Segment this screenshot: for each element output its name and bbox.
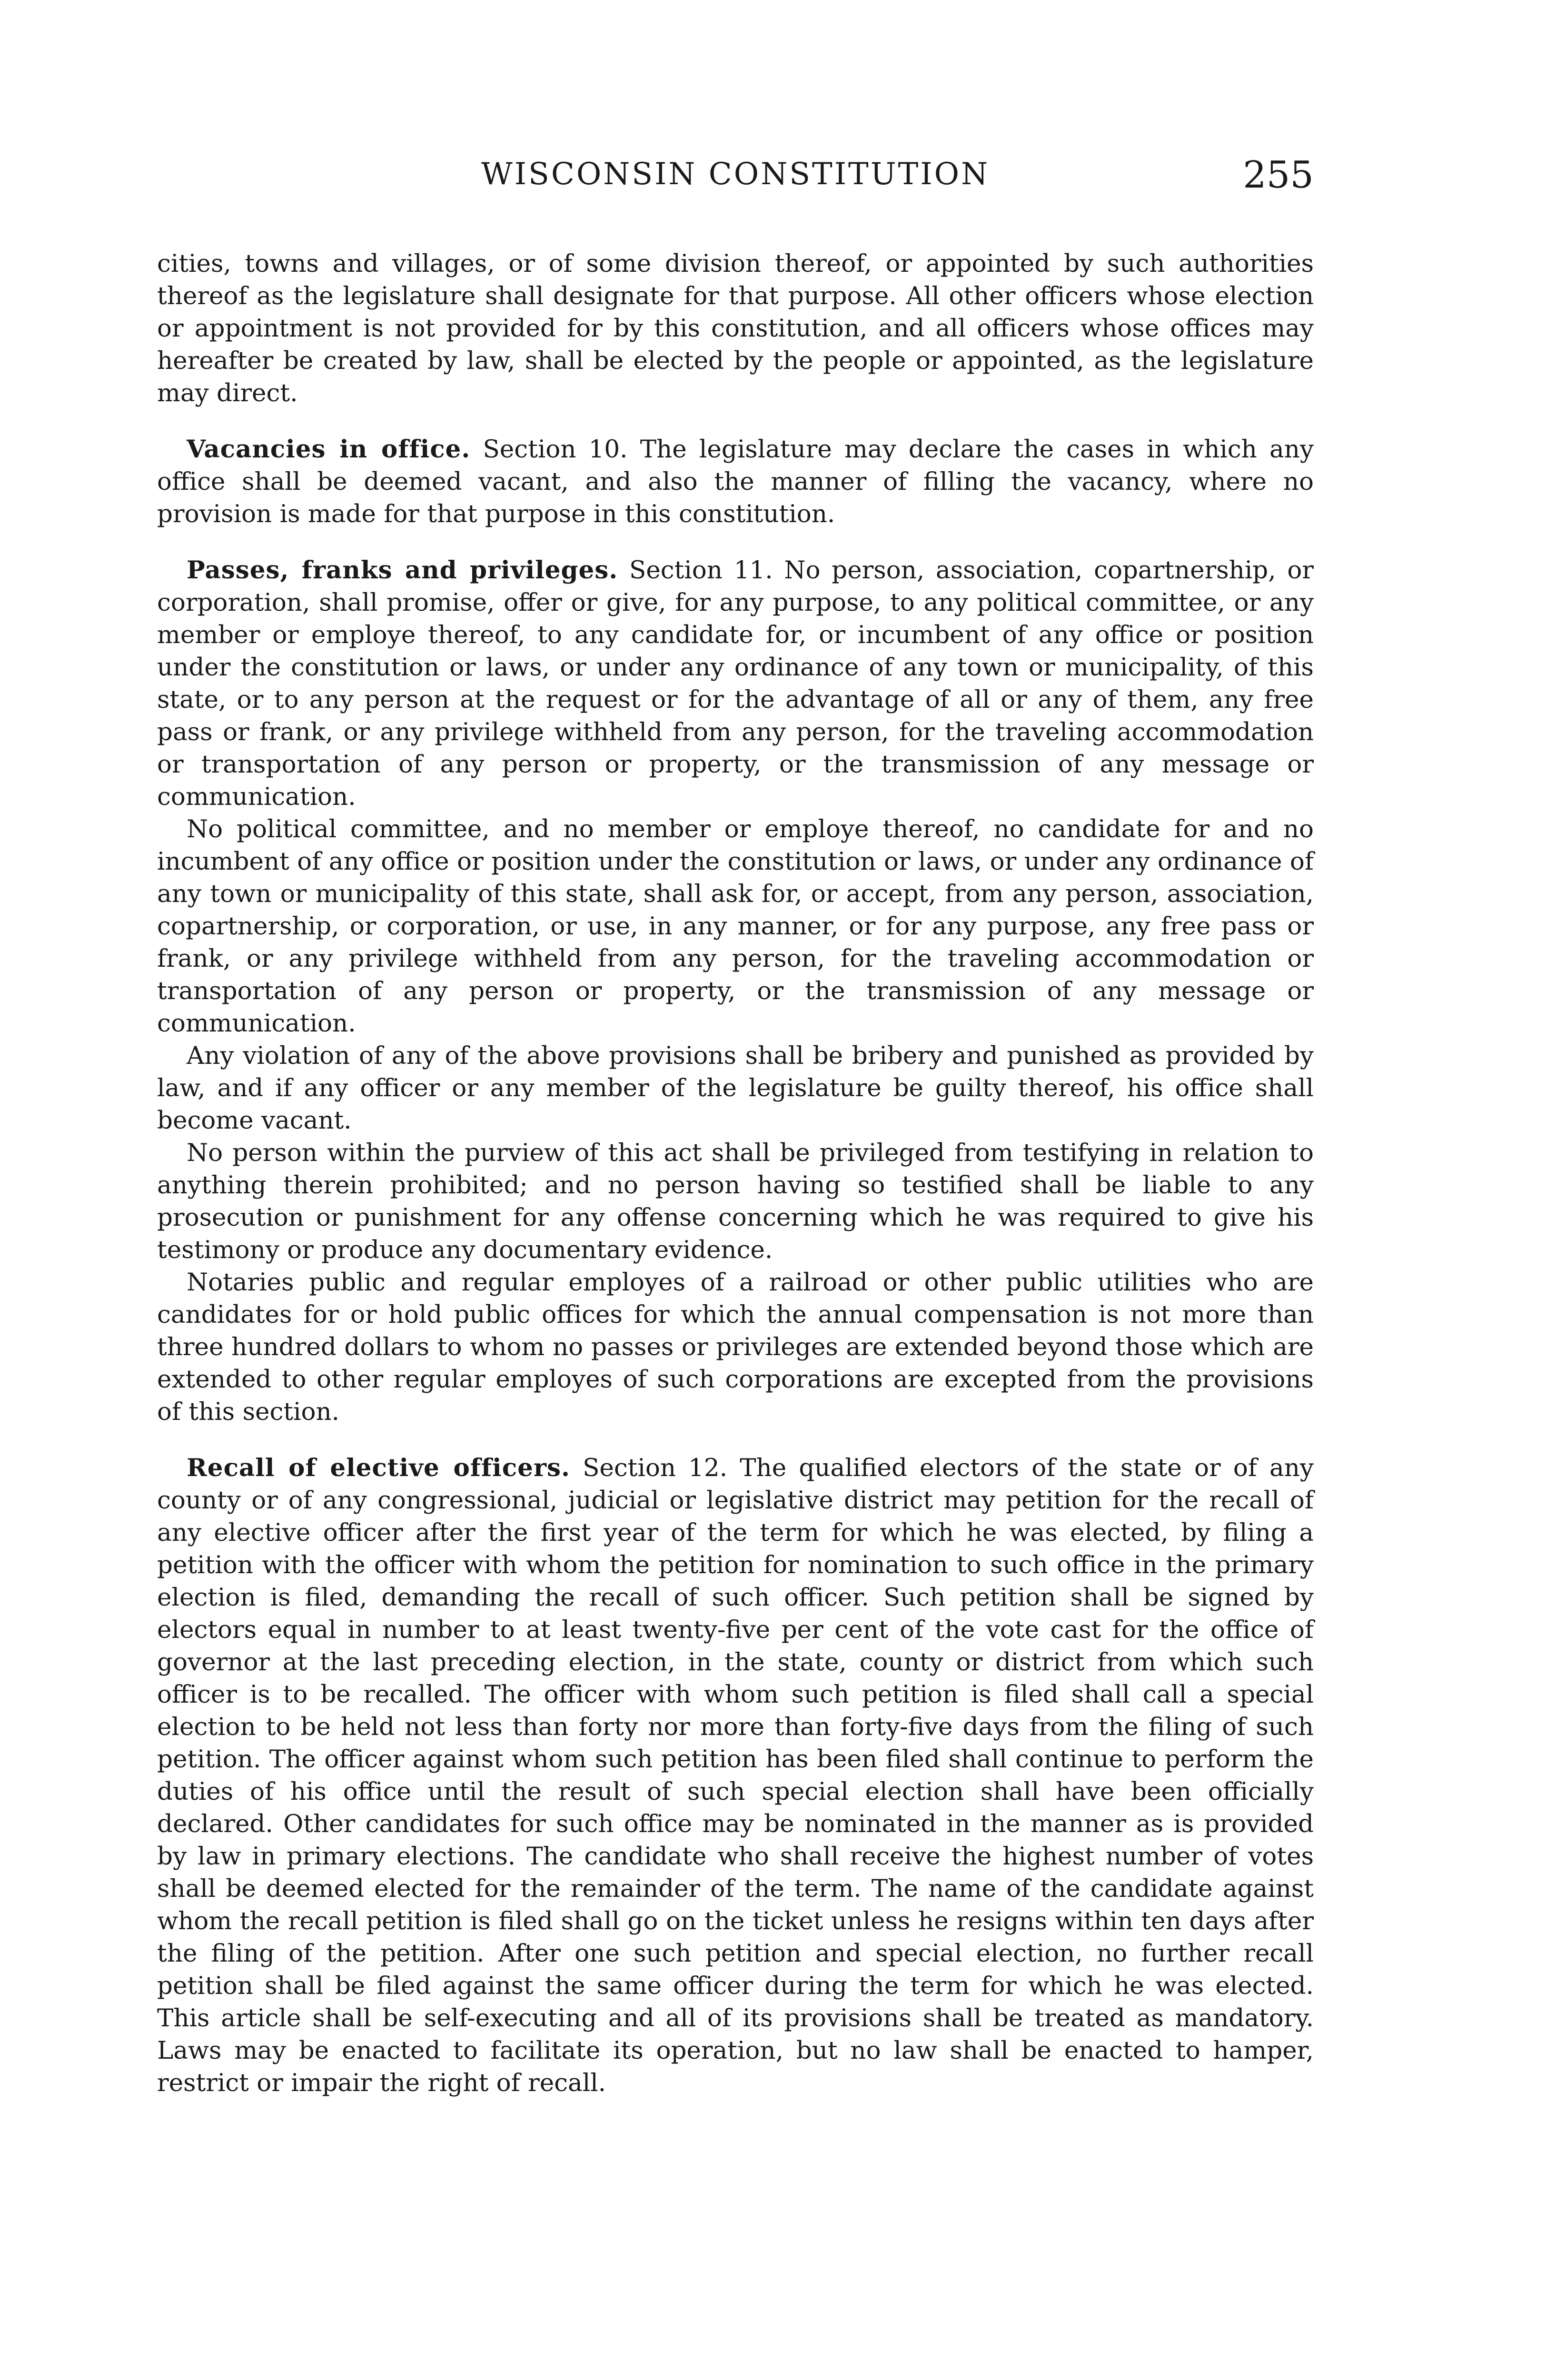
section-heading: Passes, franks and privileges.: [187, 556, 618, 585]
section-heading: Vacancies in office.: [187, 435, 471, 464]
section-10-paragraph: [157, 433, 1314, 530]
page-header: [157, 152, 1314, 205]
section-heading: Recall of elective officers.: [187, 1454, 570, 1482]
section-11-paragraph-2: [157, 813, 1314, 1040]
paragraph-continuation: [157, 248, 1314, 409]
section-11-paragraph-4: [157, 1137, 1314, 1266]
paragraph-text: Section 12. The qualified electors of the state or of any county or of any congressional, judicial or legislative district may petition for the recall of any elective officer after the first year of the term for which he was elected, by filing a petition with the officer with whom the petition for nomination to such office in the primary election is filed, demanding the recall of such officer. Such petition shall be signed by electors equal in number to at least twenty-five per cent of the vote cast for the office of governor at the last preceding election, in the state, county or district from which such officer is to be recalled. The officer with whom such petition is filed shall call a special election to be held not less than forty nor more than forty-five days from the filing of such petition. The officer against whom such petition has been filed shall continue to perform the duties of his office until the result of such special election shall have been officially declared. Other candidates for such office may be nominated in the manner as is provided by law in primary elections. The candidate who shall receive the highest number of votes shall be deemed elected for the remainder of the term. The name of the candidate against whom the recall petition is filed shall go on the ticket unless he resigns within ten days after the filing of the petition. After one such petition and special election, no further recall petition shall be filed against the same officer during the term for which he was elected. This article shall be self-executing and all of its provisions shall be treated as mandatory. Laws may be enacted to facilitate its operation, but no law shall be enacted to hamper, restrict or impair the right of recall.: [157, 1454, 1314, 2097]
running-head: WISCONSIN CONSTITUTION: [481, 157, 990, 192]
paragraph-text: Section 11. No person, association, copartnership, or corporation, shall promise, offer or give, for any purpose, to any political committee, or any member or employe thereof, to any candidate for, or incumbent of any office or position under the constitution or laws, or under any ordinance of any town or municipality, of this state, or to any person at the request or for the advantage of all or any of them, any free pass or frank, or any privilege withheld from any person, for the traveling accommodation or transportation of any person or property, or the transmission of any message or communication.: [157, 556, 1314, 811]
paragraph-text: Notaries public and regular employes of a railroad or other public utilities who are candidates for or hold public offices for which the annual compensation is not more than three hundred dollars to whom no passes or privileges are extended beyond those which are extended to other regular employes of such corporations are excepted from the provisions of this section.: [157, 1268, 1314, 1426]
section-11-paragraph-5: [157, 1266, 1314, 1428]
body-text: [157, 248, 1314, 2099]
paragraph-text: Any violation of any of the above provisions shall be bribery and punished as provided by law, and if any officer or any member of the legislature be guilty thereof, his office shall become vacant.: [157, 1041, 1314, 1135]
paragraph-text: Section 10. The legislature may declare the cases in which any office shall be deemed vacant, and also the manner of filling the vacancy, where no provision is made for that purpose in this constitution.: [157, 435, 1314, 528]
section-11-paragraph-3: [157, 1040, 1314, 1137]
paragraph-text: No political committee, and no member or employe thereof, no candidate for and no incumbent of any office or position under the constitution or laws, or under any ordinance of any town or municipality of this state, shall ask for, or accept, from any person, association, copartnership, or corporation, or use, in any manner, or for any purpose, any free pass or frank, or any privilege withheld from any person, for the traveling accommodation or transportation of any person or property, or the transmission of any message or communication.: [157, 815, 1314, 1038]
page-number: 255: [1243, 154, 1314, 197]
paragraph-text: No person within the purview of this act shall be privileged from testifying in relation to anything therein prohibited; and no person having so testified shall be liable to any prosecution or punishment for any offense concerning which he was required to give his testimony or produce any documentary evidence.: [157, 1139, 1314, 1264]
section-12-paragraph: [157, 1452, 1314, 2099]
paragraph-text: cities, towns and villages, or of some division thereof, or appointed by such authorities thereof as the legislature shall designate for that purpose. All other officers whose election or appointment is not provided for by this constitution, and all officers whose offices may hereafter be created by law, shall be elected by the people or appointed, as the legislature may direct.: [157, 249, 1314, 407]
section-11-paragraph: [157, 554, 1314, 813]
